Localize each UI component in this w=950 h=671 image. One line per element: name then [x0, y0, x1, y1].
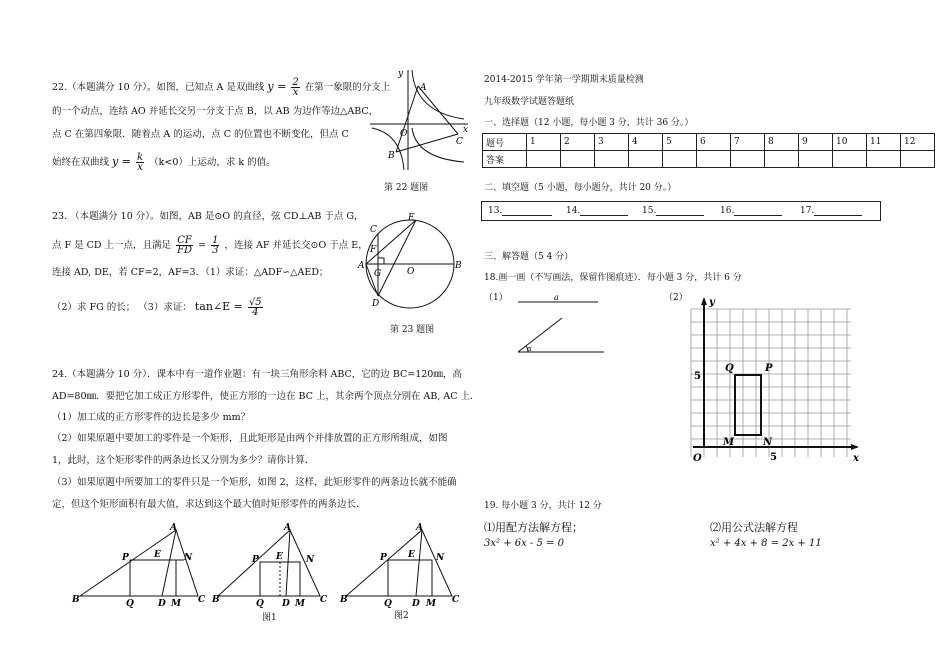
svg-text:N: N — [184, 553, 193, 563]
q24-line2: AD=80㎜．要把它加工成正方形零件，使正方形的一边在 BC 上，其余两个顶点分别在 AB, AC 上． — [52, 391, 480, 402]
q24-line5: 1，此时，这个矩形零件的两条边长又分别为多少？请你计算． — [52, 455, 315, 466]
q23-caption: 第 23 题图 — [390, 325, 435, 335]
q23-fig-label-b: B — [455, 261, 462, 271]
q22-fig-label-c: C — [456, 137, 463, 147]
grid-label-p: P — [765, 363, 773, 374]
q24-figure-2 — [340, 522, 462, 609]
q23-line2: 点 F 是 CD 上一点，且满足 $\frac{CF}{FD}$ = $\frac{1}{3}$ ，连接 AF 并延长交⊙O 于点 E， — [52, 235, 368, 256]
q18-grid-figure — [685, 295, 865, 465]
section-2-heading: 二、填空题（5 小题，每小题分，共计 20 分。） — [484, 183, 677, 193]
choice-answer-table — [482, 133, 935, 168]
svg-text:D: D — [158, 599, 166, 609]
q23-fig-label-o: O — [407, 267, 415, 277]
svg-text:A: A — [416, 523, 423, 533]
fill-item-13: 13. — [488, 206, 552, 216]
q22-line3: 点 C 在第四象限．随着点 A 的运动，点 C 的位置也不断变化，但点 C — [52, 129, 349, 140]
svg-text:C: C — [452, 595, 460, 605]
q19-part2-label: ⑵用公式法解方程 — [710, 521, 798, 534]
q23-fig-label-e: E — [408, 213, 415, 223]
q24-line4: （2）如果原题中要加工的零件是一个矩形，且此矩形是由两个并排放置的正方形所组成，如图 — [52, 433, 448, 444]
q23-line4: （2）求 FG 的长； （3）求证： tan∠E = $\frac{√5}{4}$ — [52, 297, 262, 318]
svg-text:A: A — [284, 523, 291, 533]
q24-line3: （1）加工成的正方形零件的边长是多少 mm？ — [52, 412, 251, 423]
grid-label-y: y — [709, 297, 715, 308]
svg-text:E: E — [276, 552, 283, 562]
svg-text:N: N — [306, 555, 315, 565]
svg-text:C: C — [320, 595, 328, 605]
q19-equation-2: x² + 4x + 8 = 2x + 11 — [710, 538, 822, 549]
q18-part1-label: （1） — [484, 293, 508, 303]
q24-figure-1 — [212, 522, 332, 609]
answer-sheet-subtitle: 九年级数学试题答题纸 — [484, 97, 575, 107]
fill-item-16: 16. — [720, 206, 782, 216]
q23-fig-label-c: C — [370, 225, 377, 235]
grid-label-m: M — [723, 437, 735, 448]
svg-text:B: B — [340, 595, 348, 605]
q19-part1-label: ⑴用配方法解方程； — [484, 521, 583, 534]
svg-text:M: M — [171, 599, 181, 609]
q22-line1: 22.（本题满分 10 分）。如图，已知点 A 是双曲线 y = $\frac{2}{x}$ 在第一象限的分支上 — [52, 77, 391, 98]
q18-heading: 18.画一画（不写画法，保留作图痕迹）．每小题 3 分，共计 6 分 — [484, 273, 742, 283]
svg-text:P: P — [380, 553, 387, 563]
svg-text:B: B — [212, 595, 220, 605]
grid-label-y5: 5 — [694, 371, 701, 382]
grid-label-q: Q — [725, 363, 734, 374]
q22-caption: 第 22 题图 — [384, 183, 429, 193]
q22-fig-label-a: A — [420, 83, 427, 93]
answer-sheet-title: 2014-2015 学年第一学期期末质量检测 — [484, 75, 644, 85]
svg-text:D: D — [282, 599, 290, 609]
table-header-label: 题号 — [483, 134, 527, 151]
q24-caption-2: 图2 — [394, 611, 409, 621]
q22-figure — [368, 62, 473, 177]
table-row-numbers: 题号 1 2 3 4 5 6 7 8 9 10 11 12 — [483, 134, 935, 151]
fill-item-15: 15. — [642, 206, 704, 216]
section-3-heading: 三、解答题（5 4 分） — [484, 252, 574, 262]
svg-text:P: P — [252, 555, 259, 565]
section-1-heading: 一、选择题（12 小题，每小题 3 分，共计 36 分。） — [484, 118, 694, 128]
q22-fig-label-y: y — [398, 69, 404, 79]
q24-line6: （3）如果原题中所要加工的零件只是一个矩形，如图 2，这样，此矩形零件的两条边长就不能确 — [52, 477, 457, 488]
q19-heading: 19. 每小题 3 分，共计 12 分 — [484, 501, 602, 511]
fill-blank-box — [481, 201, 881, 221]
q18-part2-label: （2） — [664, 293, 688, 303]
svg-text:E: E — [154, 550, 161, 560]
svg-text:Q: Q — [384, 599, 392, 609]
svg-text:D: D — [412, 599, 420, 609]
svg-text:A: A — [170, 523, 177, 533]
q23-fig-label-d: D — [372, 299, 380, 309]
q22-line2: 的一个动点，连结 AO 并延长交另一分支于点 B，以 AB 为边作等边△ABC， — [52, 106, 379, 117]
svg-text:P: P — [122, 553, 129, 563]
svg-text:E: E — [408, 550, 415, 560]
q24-line7: 定，但这个矩形面积有最大值，求达到这个最大值时矩形零件的两条边长． — [52, 499, 366, 510]
q19-equation-1: 3x² + 6x - 5 = 0 — [484, 538, 564, 549]
q23-figure — [360, 212, 465, 312]
q18-part1-figure — [514, 294, 606, 358]
q23-fig-label-f: F — [370, 245, 377, 255]
q24-caption-1: 图1 — [262, 613, 277, 623]
grid-label-n: N — [763, 437, 773, 448]
q22-fig-label-b: B — [388, 151, 395, 161]
grid-label-origin: O — [693, 453, 702, 464]
q24-figure-original — [72, 522, 207, 609]
q23-fig-label-g: G — [374, 269, 382, 279]
fill-item-17: 17. — [800, 206, 862, 216]
q18-label-a: a — [554, 293, 559, 302]
q22-fig-label-x: x — [463, 125, 469, 135]
fill-item-14: 14. — [566, 206, 628, 216]
svg-text:Q: Q — [256, 599, 264, 609]
svg-text:N: N — [436, 553, 445, 563]
q24-line1: 24.（本题满分 10 分）．课本中有一道作业题：有一块三角形余料 ABC，它的边 BC=120㎜，高 — [52, 369, 462, 380]
table-row-answers — [483, 151, 935, 168]
svg-text:Q: Q — [126, 599, 134, 609]
q22-fig-label-o: O — [400, 129, 408, 139]
svg-text:C: C — [198, 595, 206, 605]
q23-line3: 连接 AD, DE，若 CF=2，AF=3．（1）求证：△ADF∽△AED； — [52, 267, 329, 278]
table-answer-label: 答案 — [483, 151, 527, 168]
q23-fig-label-a: A — [358, 261, 365, 271]
q23-line1: 23. （本题满分 10 分）。如图，AB 是⊙O 的直径，弦 CD⊥AB 于点 G， — [52, 211, 364, 222]
grid-label-x5: 5 — [770, 452, 777, 463]
svg-text:B: B — [72, 595, 80, 605]
svg-text:M: M — [295, 599, 305, 609]
grid-label-x: x — [853, 453, 859, 464]
q22-line4: 始终在双曲线 y = $\frac{k}{x}$ （k<0）上运动，求 k 的值。 — [52, 152, 276, 173]
q18-label-alpha: α — [527, 345, 532, 353]
svg-text:M: M — [426, 599, 436, 609]
